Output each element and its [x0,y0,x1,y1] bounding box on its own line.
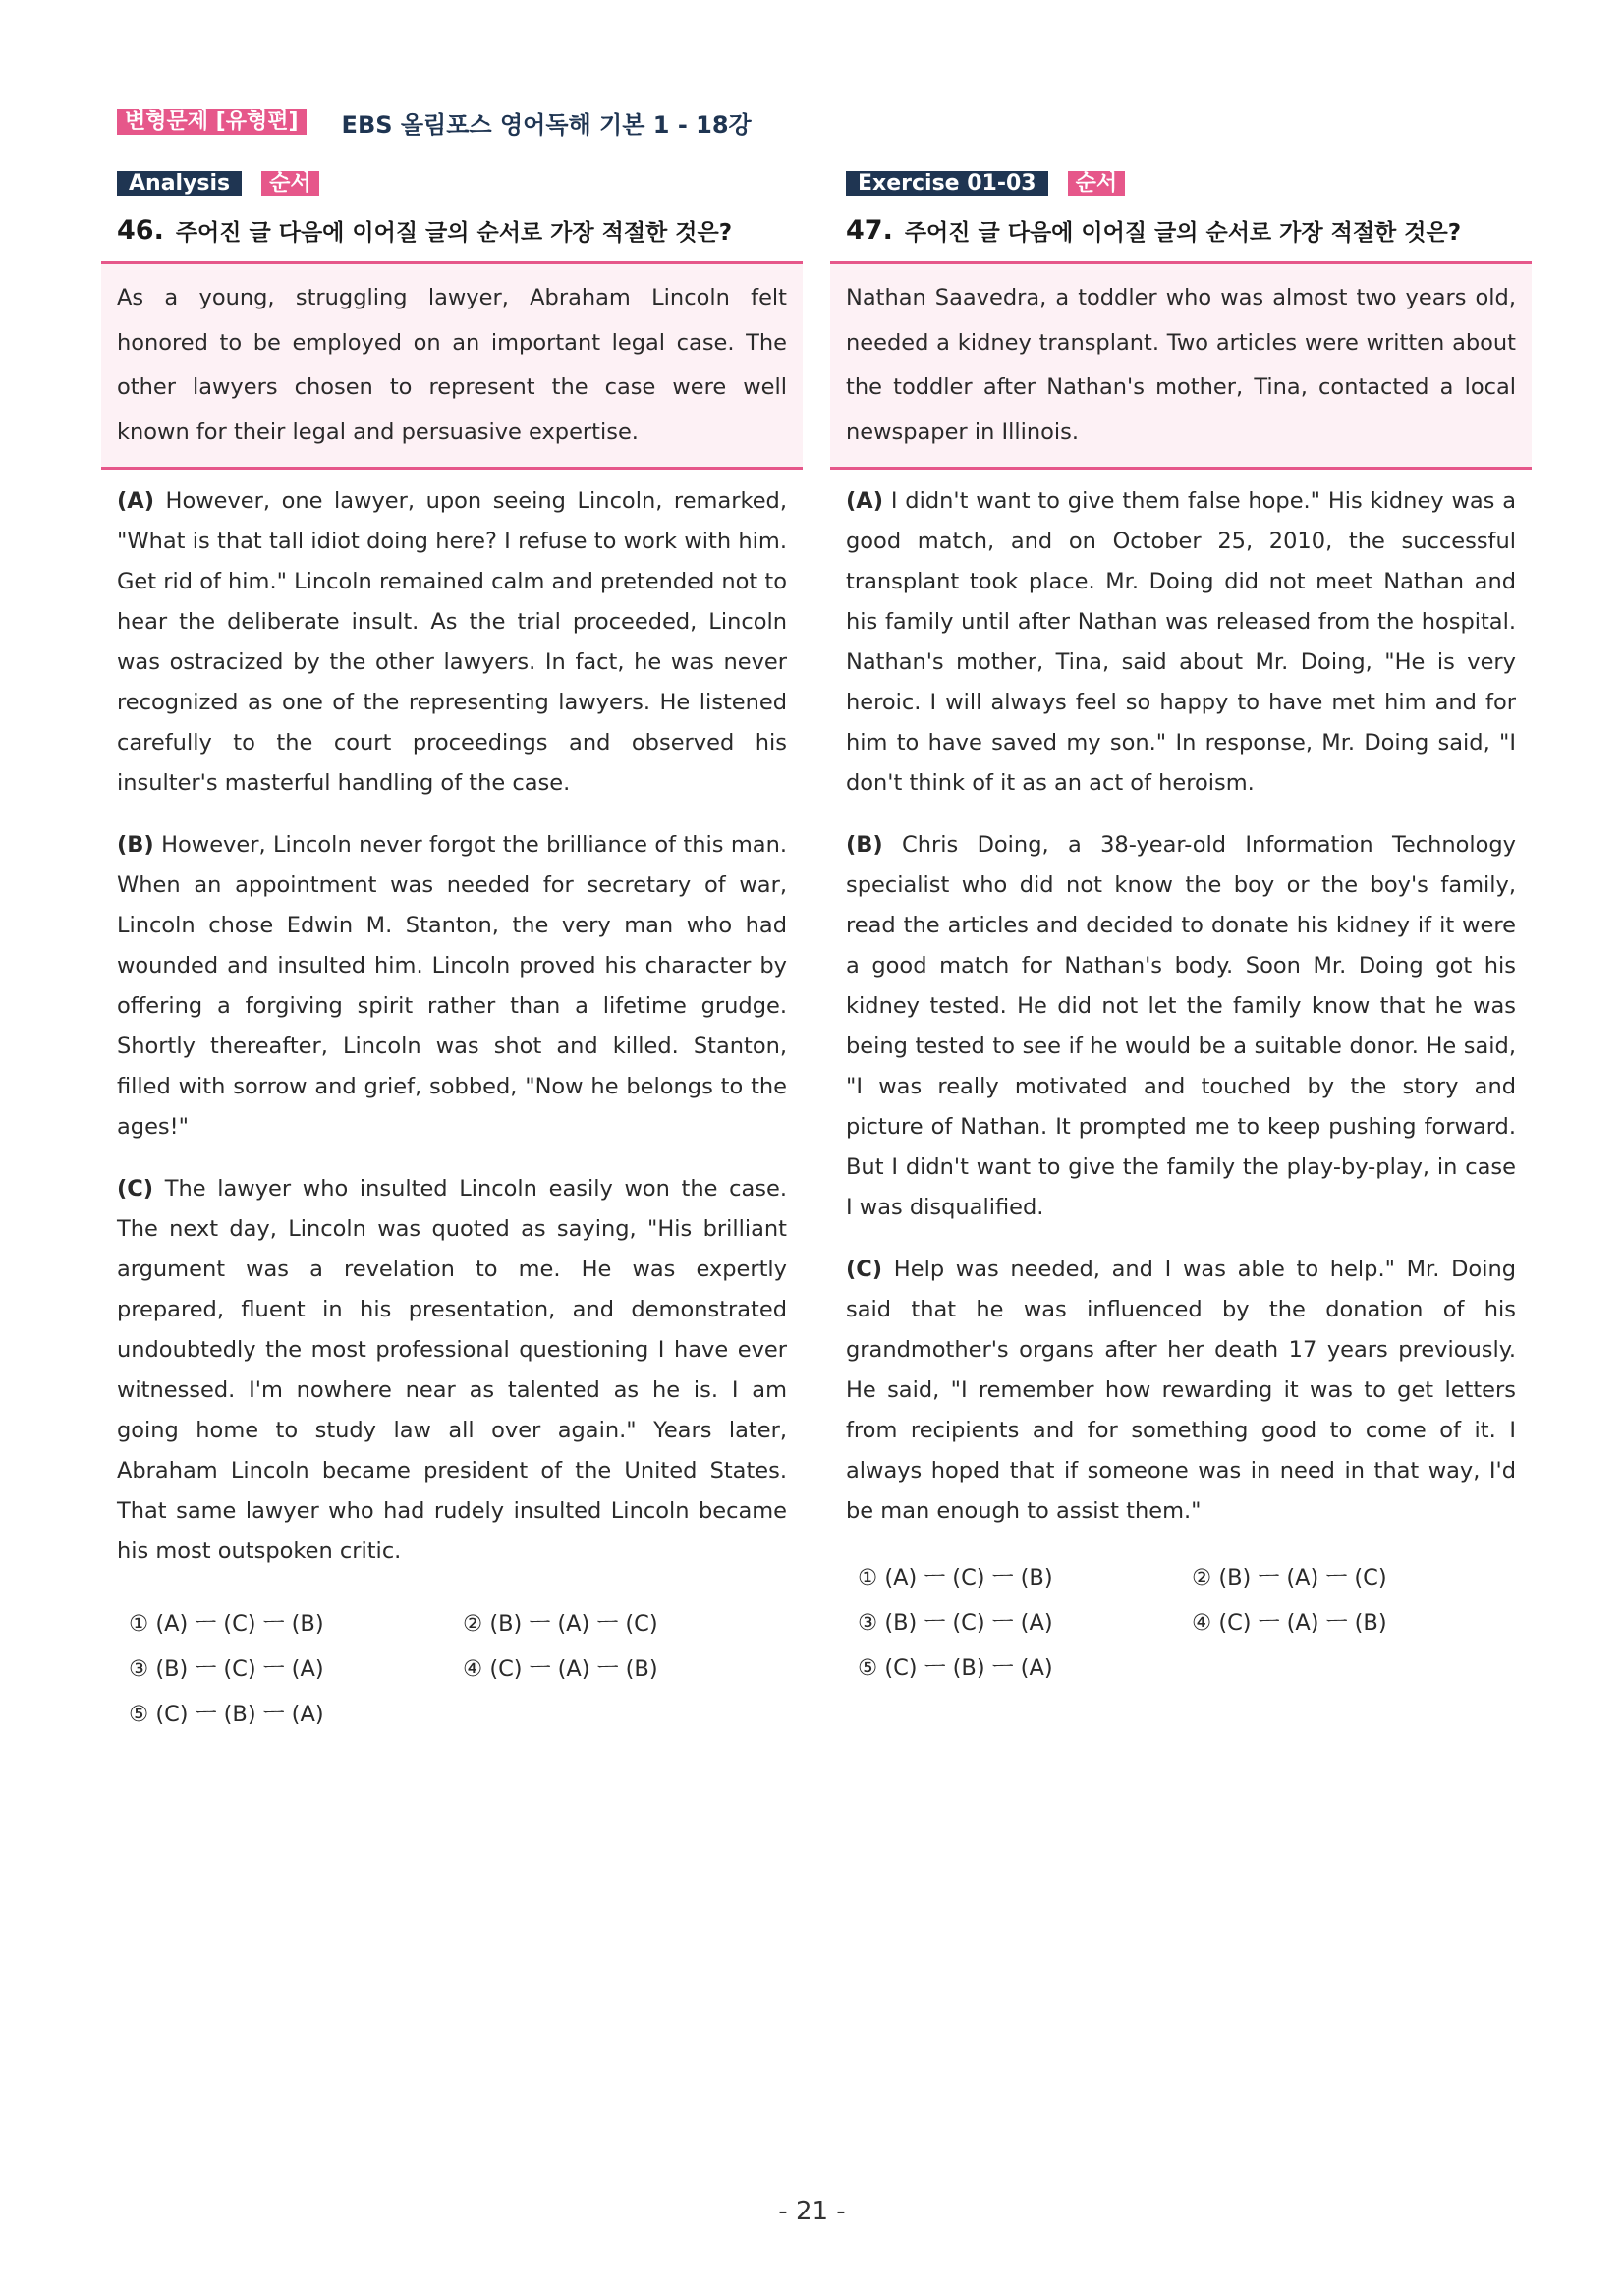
paragraph-b [101,825,803,1148]
choice-5[interactable]: ⑤ (C) ㅡ (B) ㅡ (A) [858,1655,1053,1681]
paragraph-a [101,481,803,804]
choice-3[interactable]: ③ (B) ㅡ (C) ㅡ (A) [858,1610,1053,1636]
paragraph-text: The lawyer who insulted Lincoln easily won the case. The next day, Lincoln was quoted as saying, "His brilliant argument was a revelation to me. He was expertly prepared, fluent in his presentation, and demonstrated undoubtedly the most professional questioning I have ever witnessed. I'm nowhere near as talented as he is. I am going home to study law all over again." Years later, Abraham Lincoln became president of the United States. That same lawyer who had rudely insulted Lincoln became his most outspoken critic. [117,1176,787,1564]
paragraph-text: Chris Doing, a 38-year-old Information Technology specialist who did not know the boy or the boy's family, read the articles and decided to donate his kidney if it were a good match for Nathan's body. Soon Mr. Doing got his kidney tested. He did not let the family know that he was being tested to see if he would be a suitable donor. He said, "I was really motivated and touched by the story and picture of Nathan. It prompted me to keep pushing forward. But I didn't want to give the family the play-by-play, in case I was disqualified. [846,832,1516,1220]
question-text: 주어진 글 다음에 이어질 글의 순서로 가장 적절한 것은? [175,219,733,246]
choice-4[interactable]: ④ (C) ㅡ (A) ㅡ (B) [463,1656,658,1682]
paragraph-label: (B) [117,832,154,858]
choice-2[interactable]: ② (B) ㅡ (A) ㅡ (C) [1192,1565,1387,1591]
header-title: EBS 올림포스 영어독해 기본 1 - 18강 [341,110,752,139]
question-46 [101,169,803,1735]
paragraph-text: However, Lincoln never forgot the brilliance of this man. When an appointment was needed for secretary of war, Lincoln chose Edwin M. Stanton, the very man who had wounded and insulted him. Lincoln proved his character by offering a forgiving spirit rather than a lifetime grudge. Shortly thereafter, Lincoln was shot and killed. Stanton, filled with sorrow and grief, sobbed, "Now he belongs to the ages!" [117,832,787,1140]
paragraph-text: I didn't want to give them false hope." His kidney was a good match, and on October 25, 2010, the successful transplant took place. Mr. Doing did not meet Nathan and his family until after Nathan was released from the hospital. Nathan's mother, Tina, said about Mr. Doing, "He is very heroic. I will always feel so happy to have met him and for him to have saved my son." In response, Mr. Doing said, "I don't think of it as an act of heroism. [846,488,1516,796]
question-number: 46. [117,214,164,246]
question-number: 47. [846,214,893,246]
paragraph-c [830,1250,1532,1532]
choice-2[interactable]: ② (B) ㅡ (A) ㅡ (C) [463,1611,658,1637]
paragraph-a [830,481,1532,804]
paragraph-text: However, one lawyer, upon seeing Lincoln, remarked, "What is that tall idiot doing here? I refuse to work with him. Get rid of him." Lincoln remained calm and pretended not to hear the deliberate insult. As the trial proceeded, Lincoln was ostracized by the other lawyers. In fact, he was never recognized as one of the representing lawyers. He listened carefully to the court proceedings and observed his insulter's masterful handling of the case. [117,488,787,796]
question-text: 주어진 글 다음에 이어질 글의 순서로 가장 적절한 것은? [904,219,1462,246]
category-tag: 순서 [261,171,319,196]
paragraph-label: (C) [117,1176,154,1202]
choice-5[interactable]: ⑤ (C) ㅡ (B) ㅡ (A) [129,1702,324,1727]
paragraph-c [101,1169,803,1572]
type-tag: Exercise 01-03 [846,171,1048,196]
paragraph-label: (A) [846,488,883,514]
answer-choices [101,1599,803,1735]
paragraph-text: Help was needed, and I was able to help." Mr. Doing said that he was influenced by the donation of his grandmother's organs after her death 17 years previously. He said, "I remember how rewarding it was to get letters from recipients and for something good to come of it. I always hoped that if someone was in need in that way, I'd be man enough to assist them." [846,1257,1516,1524]
choice-4[interactable]: ④ (C) ㅡ (A) ㅡ (B) [1192,1610,1387,1636]
page-number: - 21 - [778,2197,846,2226]
paragraph-label: (C) [846,1257,883,1282]
page-header [117,106,752,138]
question-47 [830,169,1532,1689]
choice-1[interactable]: ① (A) ㅡ (C) ㅡ (B) [129,1611,324,1637]
category-tag: 순서 [1068,171,1126,196]
paragraph-label: (B) [846,832,883,858]
question-line [830,212,1532,248]
paragraph-b [830,825,1532,1228]
choice-3[interactable]: ③ (B) ㅡ (C) ㅡ (A) [129,1656,324,1682]
type-tag: Analysis [117,171,242,196]
given-passage [830,261,1532,470]
header-tag: 변형문제 [유형편] [117,109,307,135]
given-passage-text: Nathan Saavedra, a toddler who was almost two years old, needed a kidney transplant. Two articles were written about the toddler after Nathan's mother, Tina, contacted a local newspaper in Illinois. [846,285,1516,445]
paragraph-label: (A) [117,488,154,514]
question-tags [830,169,1532,198]
answer-choices [830,1553,1532,1689]
question-line [101,212,803,248]
given-passage [101,261,803,470]
given-passage-text: As a young, struggling lawyer, Abraham Lincoln felt honored to be employed on an important legal case. The other lawyers chosen to represent the case were well known for their legal and persuasive expertise. [117,285,787,445]
choice-1[interactable]: ① (A) ㅡ (C) ㅡ (B) [858,1565,1053,1591]
question-tags [101,169,803,198]
